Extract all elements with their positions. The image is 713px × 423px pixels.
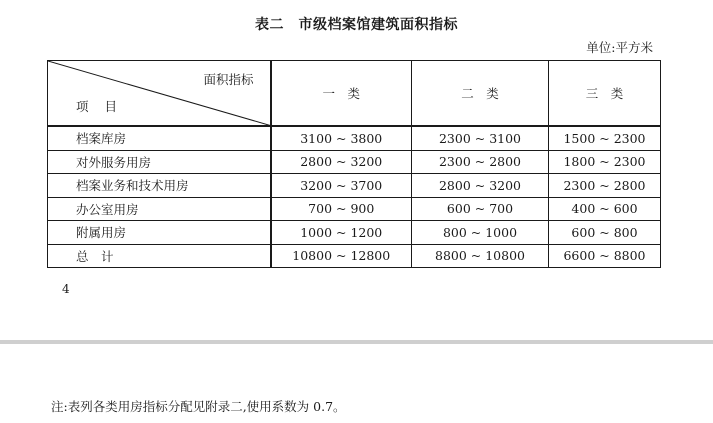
corner-top-label: 面积指标 (203, 72, 254, 87)
table-cell: 600 ~ 800 (549, 221, 661, 245)
row-label: 附属用房 (48, 221, 271, 245)
table-row (48, 244, 661, 268)
page-number: 4 (62, 282, 70, 296)
table-header-row (48, 61, 661, 127)
table-cell: 10800 ~ 12800 (271, 244, 412, 268)
corner-bottom-label: 项目 (76, 99, 134, 114)
table-cell: 1500 ~ 2300 (549, 126, 661, 150)
table-title: 表二 市级档案馆建筑面积指标 (255, 17, 458, 33)
row-label: 档案库房 (48, 126, 271, 150)
table-cell: 2800 ~ 3200 (412, 174, 549, 198)
table-row (48, 197, 661, 221)
unit-label: 单位:平方米 (586, 40, 653, 55)
page-divider (0, 340, 713, 344)
table-cell: 2300 ~ 2800 (549, 174, 661, 198)
row-label: 办公室用房 (48, 197, 271, 221)
table-cell: 2800 ~ 3200 (271, 150, 412, 174)
column-header: 二 类 (412, 61, 549, 127)
table-cell: 6600 ~ 8800 (549, 244, 661, 268)
row-label: 对外服务用房 (48, 150, 271, 174)
table-cell: 2300 ~ 2800 (412, 150, 549, 174)
table-cell: 600 ~ 700 (412, 197, 549, 221)
column-header: 三 类 (549, 61, 661, 127)
table-row (48, 221, 661, 245)
table-row (48, 126, 661, 150)
row-label: 档案业务和技术用房 (48, 174, 271, 198)
table-row (48, 150, 661, 174)
table-cell: 700 ~ 900 (271, 197, 412, 221)
table-cell: 400 ~ 600 (549, 197, 661, 221)
table-cell: 3100 ~ 3800 (271, 126, 412, 150)
row-label: 总 计 (48, 244, 271, 268)
column-header: 一 类 (271, 61, 412, 127)
diagonal-header-cell (48, 61, 271, 127)
area-index-table (47, 60, 661, 268)
table-cell: 3200 ~ 3700 (271, 174, 412, 198)
table-note: 注:表列各类用房指标分配见附录二,使用系数为 0.7。 (51, 399, 346, 414)
table-cell: 1800 ~ 2300 (549, 150, 661, 174)
table-cell: 8800 ~ 10800 (412, 244, 549, 268)
table-cell: 800 ~ 1000 (412, 221, 549, 245)
table-row (48, 174, 661, 198)
table-cell: 2300 ~ 3100 (412, 126, 549, 150)
table-cell: 1000 ~ 1200 (271, 221, 412, 245)
